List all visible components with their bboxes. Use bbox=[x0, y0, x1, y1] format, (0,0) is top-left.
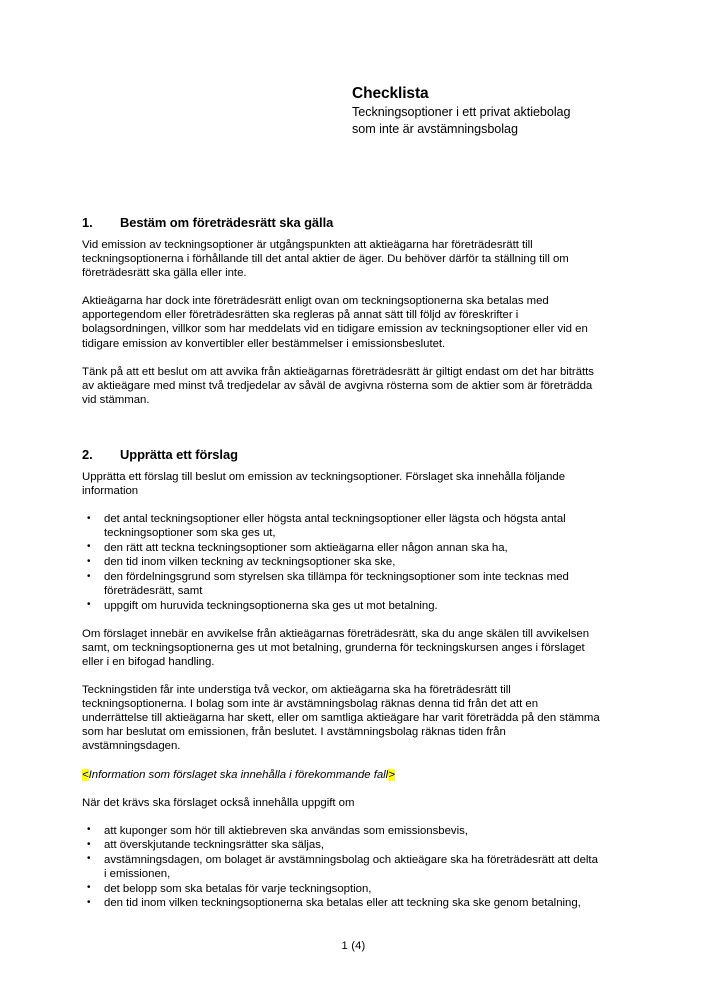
page-title: Checklista bbox=[352, 85, 429, 102]
list-item: • att kuponger som hör till aktiebreven ska användas som emissionsbevis, bbox=[82, 824, 602, 838]
document-subtitle-line-1: Teckningsoptioner i ett privat aktiebolag bbox=[352, 105, 571, 119]
section-1-heading bbox=[82, 215, 602, 231]
page-number: 1 (4) bbox=[341, 940, 366, 952]
section-2-intro-paragraph: Upprätta ett förslag till beslut om emission av teckningsoptioner. Förslaget ska innehålla följande information bbox=[82, 470, 566, 498]
section-2-intro-paragraph-2: När det krävs ska förslaget också innehålla uppgift om bbox=[82, 796, 355, 809]
list-item: • det antal teckningsoptioner eller högsta antal teckningsoptioner eller lägsta och högsta antal teckningsoptioner som ska ges ut, bbox=[82, 512, 602, 540]
section-2 bbox=[82, 447, 602, 910]
section-2-paragraph-subscription-period: Teckningstiden får inte understiga två veckor, om aktieägarna ska ha företrädesrätt till teckningsoptionerna. I bolag som inte är avstämningsbolag räknas denna tid från det att en underrättelse till aktieägarna har skett, eller om samtliga aktieägare har varit företrädda på den stämma som har beslutat om emissionen, från beslutet. I avstämningsbolag räknas tiden från avstämningsdagen. bbox=[82, 684, 600, 753]
list-item: • den fördelningsgrund som styrelsen ska tillämpa för teckningsoptioner som inte tecknas med företrädesrätt, samt bbox=[82, 570, 602, 598]
section-1-number: 1. bbox=[82, 215, 93, 230]
section-2-heading bbox=[82, 447, 602, 463]
placeholder-open-bracket: < bbox=[82, 768, 89, 781]
section-1-paragraph-3: Tänk på att ett beslut om att avvika från aktieägarnas företrädesrätt är giltigt endast om det har biträtts av aktieägare med minst två tredjedelar av såväl de avgivna rösterna som de aktier som är företrädda vid stämman. bbox=[82, 365, 594, 406]
section-2-bullet-list-1 bbox=[82, 512, 602, 613]
placeholder-text: Information som förslaget ska innehålla i förekommande fall bbox=[88, 768, 389, 781]
document-subtitle-line-2: som inte är avstämningsbolag bbox=[352, 121, 518, 136]
section-2-paragraph-deviation: Om förslaget innebär en avvikelse från aktieägarnas företrädesrätt, ska du ange skälen till avvikelsen samt, om teckningsoptionerna ges ut mot betalning, grunderna för teckningskursen anges i förslaget eller i en bifogad handling. bbox=[82, 627, 590, 668]
section-1-paragraph-2: Aktieägarna har dock inte företrädesrätt enligt ovan om teckningsoptionerna ska betalas med apportegendom eller företrädesrätten ska regleras på annat sätt till följd av föreskrifter i bolagsordningen, villkor som har meddelats vid en tidigare emission av teckningsoptioner eller vid en tidigare emission av konvertibler eller bestämmelser i emissionsbeslutet. bbox=[82, 295, 588, 350]
section-2-bullet-list-2 bbox=[82, 824, 602, 911]
document-footer bbox=[0, 936, 707, 954]
list-item: • att överskjutande teckningsrätter ska säljas, bbox=[82, 838, 602, 852]
placeholder-close-bracket: > bbox=[388, 768, 395, 781]
section-2-number: 2. bbox=[82, 446, 93, 462]
list-item: • det belopp som ska betalas för varje teckningsoption, bbox=[82, 882, 602, 896]
list-item: • den tid inom vilken teckningsoptionerna ska betalas eller att teckning ska ske genom betalning, bbox=[82, 896, 602, 910]
document-header bbox=[352, 84, 652, 137]
section-1-paragraph-1: Vid emission av teckningsoptioner är utgångspunkten att aktieägarna har företrädesrätt till teckningsoptionerna i förhållande till det antal aktier de äger. Du behöver därför ta ställning till om företrädesrätt ska gälla eller inte. bbox=[82, 239, 569, 280]
section-1-heading-text: Bestäm om företrädesrätt ska gälla bbox=[120, 215, 334, 230]
section-2-heading-text: Upprätta ett förslag bbox=[120, 446, 238, 462]
document-body bbox=[82, 215, 602, 924]
list-item: • den rätt att teckna teckningsoptioner som aktieägarna eller någon annan ska ha, bbox=[82, 541, 602, 555]
list-item: • den tid inom vilken teckning av teckningsoptioner ska ske, bbox=[82, 555, 602, 569]
list-item: • avstämningsdagen, om bolaget är avstämningsbolag och aktieägare ska ha företrädesrätt att delta i emissionen, bbox=[82, 853, 602, 881]
list-item: • uppgift om huruvida teckningsoptionerna ska ges ut mot betalning. bbox=[82, 599, 602, 613]
placeholder-note bbox=[82, 768, 602, 782]
section-1 bbox=[82, 215, 602, 407]
